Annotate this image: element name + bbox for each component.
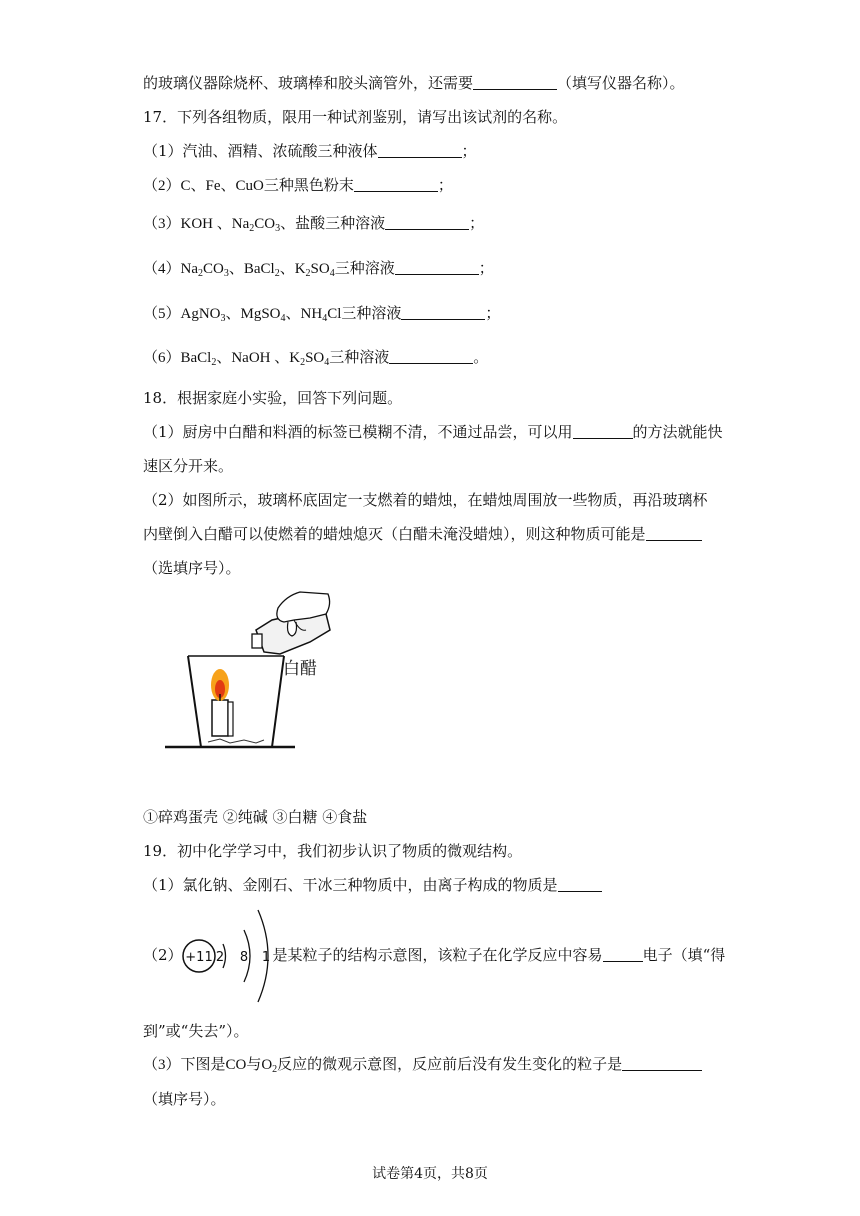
answer-blank[interactable]: [378, 141, 462, 158]
vinegar-label: 白醋: [283, 659, 317, 679]
text-line: 的玻璃仪器除烧杯、玻璃棒和胶头滴管外，还需要 （填写仪器名称）。: [143, 74, 685, 92]
question-18-title: 18．根据家庭小实验，回答下列问题。: [143, 389, 403, 407]
question-18-part-2: （2）如图所示，玻璃杯底固定一支燃着的蜡烛，在蜡烛周围放一些物质，再沿玻璃杯: [143, 491, 708, 509]
question-18-part-2-cont: 内壁倒入白醋可以使燃着的蜡烛熄灭（白醋未淹没蜡烛），则这种物质可能是: [143, 523, 702, 545]
atom-structure-diagram: [178, 900, 273, 1015]
page-footer: 试卷第4页，共8页: [372, 1166, 488, 1182]
answer-blank[interactable]: [603, 945, 643, 962]
answer-blank[interactable]: [354, 175, 438, 192]
question-17-part-2: （2）C、Fe、CuO三种黑色粉末 ；: [143, 176, 453, 194]
answer-blank[interactable]: [389, 347, 473, 364]
candle-glass-figure: [160, 590, 360, 760]
question-19-title: 19．初中化学学习中，我们初步认识了物质的微观结构。: [143, 842, 523, 860]
question-18-part-2-cont2: （选填序号）。: [143, 559, 241, 577]
question-17-part-5: （5）AgNO$_3$、MgSO$_4$、$NH_4Cl$三种溶液 ；: [143, 303, 500, 325]
answer-blank[interactable]: [622, 1054, 702, 1071]
answer-blank[interactable]: [395, 258, 479, 275]
nucleus-charge: +11: [185, 950, 213, 965]
question-18-part-1: （1）厨房中白醋和料酒的标签已模糊不清，不通过品尝，可以用 的方法就能快: [143, 423, 723, 441]
question-17-part-1: （1）汽油、酒精、浓硫酸三种液体 ；: [143, 142, 477, 160]
question-19-part-2-cont: 到”或“失去”）。: [143, 1022, 249, 1040]
question-18-part-1-cont: 速区分开来。: [143, 457, 234, 475]
answer-blank[interactable]: [558, 875, 602, 892]
question-17-title: 17．下列各组物质，限用一种试剂鉴别，请写出该试剂的名称。: [143, 108, 568, 126]
answer-blank[interactable]: [401, 303, 485, 320]
answer-blank[interactable]: [573, 422, 633, 439]
answer-blank[interactable]: [646, 524, 702, 541]
question-19-part-2: （2） 是某粒子的结构示意图，该粒子在化学反应中容易 电子（填“得: [143, 946, 726, 964]
question-19-part-3-cont: （填序号）。: [143, 1090, 226, 1108]
shell-1-electrons: 2: [215, 950, 225, 965]
question-19-part-3: （3）下图是CO与$O_2$反应的微观示意图，反应前后没有发生变化的粒子是: [143, 1054, 702, 1076]
shell-2-electrons: 8: [239, 950, 249, 965]
question-17-part-4: $(4)Na_2CO_3$、BaCl$_2$、$K_2SO_4$三种溶液 ；: [143, 258, 494, 280]
question-17-part-3: （3）KOH 、$Na_2CO_3$、盐酸三种溶液 ；: [143, 213, 484, 235]
answer-blank[interactable]: [385, 213, 469, 230]
question-19-part-1: （1）氯化钠、金刚石、干冰三种物质中，由离子构成的物质是: [143, 874, 602, 896]
answer-blank[interactable]: [473, 73, 557, 90]
question-18-options: ①碎鸡蛋壳 ②纯碱 ③白糖 ④食盐: [143, 808, 368, 826]
shell-3-electrons: 1: [261, 950, 271, 965]
question-17-part-6: （6）BaCl$_2$、NaOH 、$K_2SO_4$三种溶液 。: [143, 347, 488, 369]
